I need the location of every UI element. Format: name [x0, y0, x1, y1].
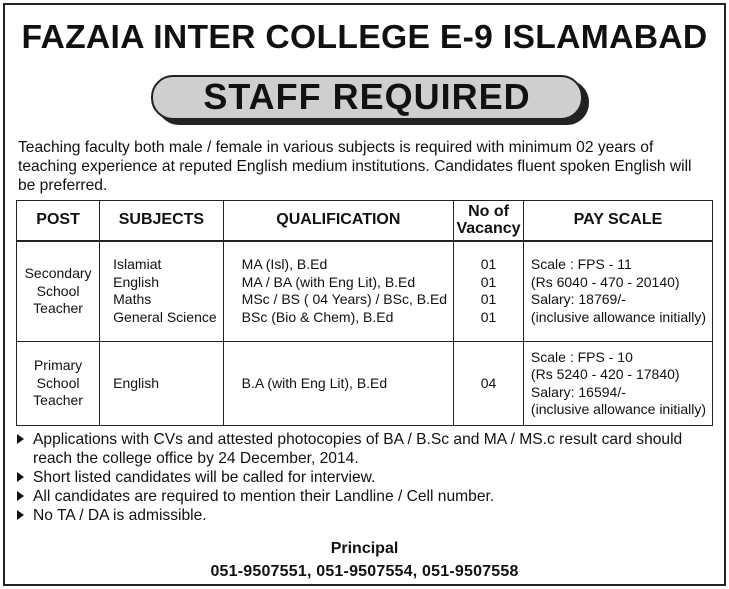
notes-list [16, 430, 716, 525]
post-line: Teacher [33, 392, 83, 409]
vacancy-count: 01 [480, 256, 497, 273]
subject-item: General Science [113, 308, 217, 325]
vacancy-table [16, 200, 713, 426]
pay-line: (Rs 6040 - 470 - 20140) [530, 273, 680, 290]
header-vacancy-line2: Vacancy [456, 220, 521, 238]
note-text: Applications with CVs and attested photocopies of BA / B.Sc and MA / MS.c result card should reach the college office by 24 December, 2014. [33, 431, 683, 467]
note-text: All candidates are required to mention their Landline / Cell number. [33, 488, 495, 505]
header-pay-scale: PAY SCALE [523, 201, 712, 241]
header-post: POST [17, 201, 100, 241]
qualification-cell [223, 241, 453, 342]
note-text: Short listed candidates will be called for interview. [33, 469, 376, 486]
triangle-bullet-icon [17, 510, 24, 520]
qualification-cell [223, 342, 453, 426]
staff-required-banner: STAFF REQUIRED [151, 75, 583, 120]
pay-line: Scale : FPS - 10 [530, 348, 633, 365]
qualification-item: BSc (Bio & Chem), B.Ed [241, 308, 394, 325]
header-qualification: QUALIFICATION [223, 201, 453, 241]
post-line: Secondary [24, 265, 92, 281]
note-item [16, 506, 716, 525]
header-vacancy [454, 201, 524, 241]
note-text: No TA / DA is admissible. [33, 507, 207, 524]
pay-line: Salary: 18769/- [530, 291, 626, 308]
pay-line: (inclusive allowance initially) [530, 308, 706, 325]
qualification-item: MSc / BS ( 04 Years) / BSc, B.Ed [241, 291, 448, 308]
pay-scale-cell [523, 241, 712, 342]
subject-item: Maths [113, 291, 152, 308]
note-item [16, 430, 716, 468]
contact-phones: 051-9507551, 051-9507554, 051-9507558 [210, 563, 519, 580]
principal-signature: Principal [330, 540, 399, 557]
subject-item: Islamiat [113, 256, 162, 273]
table-header-row [17, 201, 713, 241]
pay-line: Salary: 16594/- [530, 383, 626, 400]
subjects-cell [100, 342, 224, 426]
college-name: FAZAIA INTER COLLEGE E-9 ISLAMABAD [21, 18, 708, 55]
pay-line: (inclusive allowance initially) [530, 401, 706, 417]
triangle-bullet-icon [17, 491, 24, 501]
header-subjects: SUBJECTS [100, 201, 224, 241]
vacancy-cell [454, 241, 524, 342]
qualification-item: MA / BA (with Eng Lit), B.Ed [241, 273, 416, 290]
qualification-item: B.A (with Eng Lit), B.Ed [241, 374, 388, 391]
vacancy-count: 01 [480, 273, 497, 290]
note-item [16, 468, 716, 487]
pay-scale-cell [523, 342, 712, 426]
post-line: School [36, 374, 80, 391]
pay-line: Scale : FPS - 11 [530, 256, 632, 273]
qualification-item: MA (Isl), B.Ed [241, 256, 328, 273]
vacancy-count: 04 [480, 374, 497, 391]
note-item [16, 487, 716, 506]
intro-paragraph: Teaching faculty both male / female in various subjects is required with minimum 02 years of teaching experience at reputed English medium institutions. Candidates fluent spoken English will be preferred. [18, 139, 692, 194]
vacancy-cell [454, 342, 524, 426]
table-row [17, 241, 713, 342]
post-line: Primary [33, 357, 83, 374]
subjects-cell [100, 241, 224, 342]
post-cell [17, 241, 100, 342]
post-line: Teacher [33, 300, 83, 316]
subject-item: English [113, 273, 160, 290]
pay-line: (Rs 5240 - 420 - 17840) [530, 366, 680, 382]
triangle-bullet-icon [17, 472, 24, 482]
post-line: School [36, 282, 80, 299]
triangle-bullet-icon [17, 434, 24, 444]
header-vacancy-line1: No of [468, 203, 509, 221]
vacancy-count: 01 [480, 291, 497, 308]
table-row [17, 342, 713, 426]
post-cell [17, 342, 100, 426]
vacancy-count: 01 [480, 308, 497, 325]
subject-item: English [113, 374, 160, 391]
